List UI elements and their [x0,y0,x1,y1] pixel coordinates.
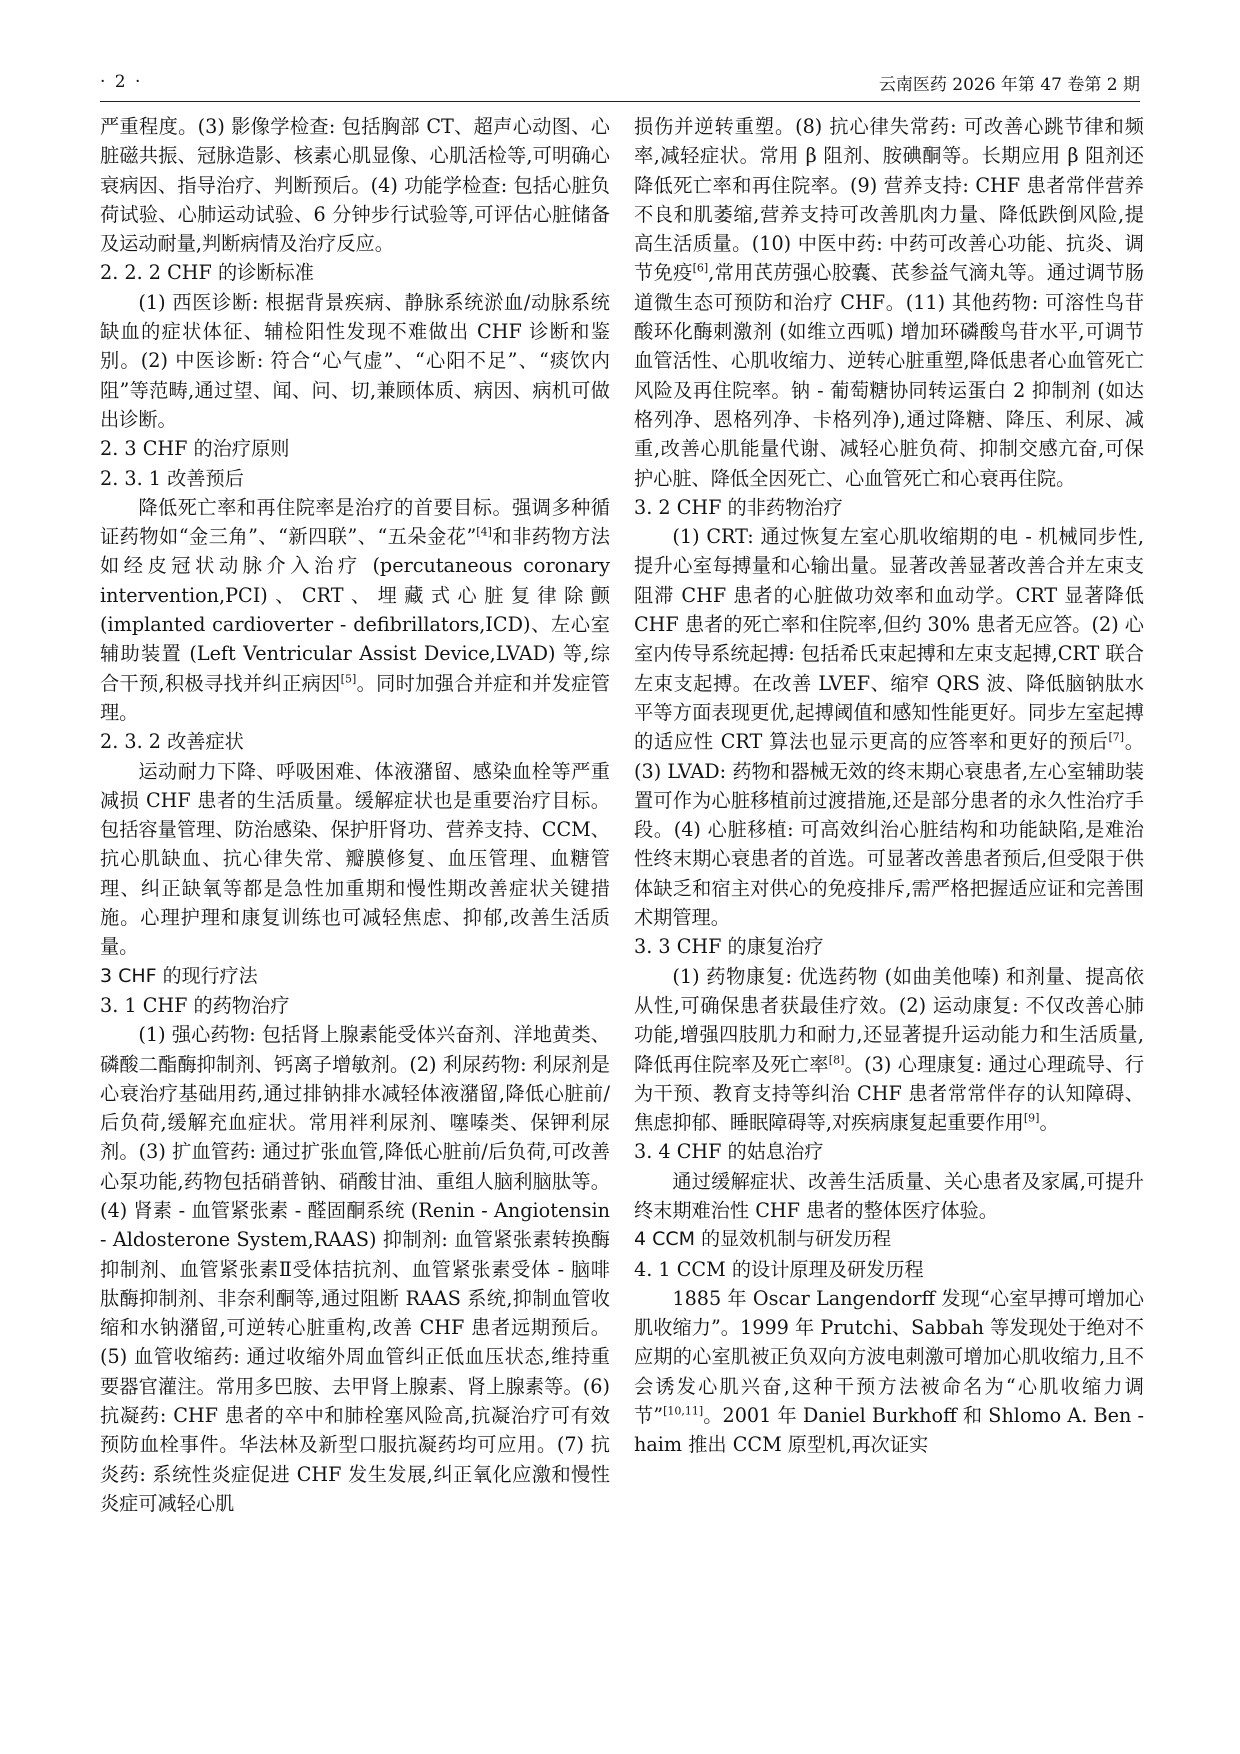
section-heading [634,1255,1144,1284]
major-heading [634,1225,1144,1254]
citation-ref: [4] [476,525,492,539]
paragraph [634,1284,1144,1460]
section-heading [100,434,610,463]
section-heading [634,932,1144,961]
right-column [634,112,1144,1460]
paragraph [634,1167,1144,1226]
text-run: 4 CCM 的显效机制与研发历程 [634,1228,892,1251]
citation-ref: [5] [340,672,357,686]
text-run: 3. 3 CHF 的康复治疗 [634,935,824,959]
left-column [100,112,610,1518]
paragraph [100,288,610,434]
header-rule [100,101,1140,102]
citation-ref: [10,11] [663,1404,704,1418]
text-run: 2. 3 CHF 的治疗原则 [100,437,290,461]
paragraph [634,522,1144,932]
text-run: 损伤并逆转重塑。(8) 抗心律失常药: 可改善心跳节律和频率,减轻症状。常用 β 阻剂、胺碘酮等。长期应用 β 阻剂还降低死亡率和再住院率。(9) 营养支持: CHF 患者常伴营养不良和肌萎缩,营养支持可改善肌肉力量、降低跌倒风险,提高生活质量。(10) 中医中药: 中药可改善心功能、抗炎、调节免疫 [634,115,1144,285]
text-run: 1885 年 Oscar Langendorff 发现“心室早搏可增加心肌收缩力”。1999 年 Prutchi、Sabbah 等发现处于绝对不应期的心室肌被正负双向方波电刺激可增加心肌收缩力,且不会诱发心肌兴奋,这种干预方法被命名为“心肌收缩力调节” [634,1286,1144,1428]
section-heading [634,493,1144,522]
text-run: 3. 1 CHF 的药物治疗 [100,993,290,1017]
paragraph [100,1020,610,1518]
journal-citation: 云南医药 2026 年第 47 卷第 2 期 [878,75,1140,95]
section-heading [100,727,610,756]
text-run: 。(3) 心理康复: 通过心理疏导、行为干预、教育支持等纠治 CHF 患者常常伴存的认知障碍、焦虑抑郁、睡眠障碍等,对疾病康复起重要作用 [634,1052,1145,1135]
text-run: 3. 4 CHF 的姑息治疗 [634,1140,824,1164]
page-number: · 2 · [100,72,143,92]
section-heading [100,464,610,493]
text-run: (1) 西医诊断: 根据背景疾病、静脉系统淤血/动脉系统缺血的症状体征、辅检阳性发现不难做出 CHF 诊断和鉴别。(2) 中医诊断: 符合“心气虚”、“心阳不足”、“痰饮内阻”等范畴,通过望、闻、问、切,兼顾体质、病因、病机可做出诊断。 [100,290,610,431]
citation-ref: [6] [692,262,709,276]
section-heading [634,1137,1144,1166]
text-run: 4. 1 CCM 的设计原理及研发历程 [634,1257,924,1281]
major-heading [100,962,610,991]
text-run: (1) CRT: 通过恢复左室心肌收缩期的电 - 机械同步性,提升心室每搏量和心输出量。显著改善显著改善合并左束支阻滞 CHF 患者的心脏做功效率和血动学。CRT 显著降低 CHF 患者的死亡率和住院率,但约 30% 患者无应答。(2) 心室内传导系统起搏: 包括希氏束起搏和左束支起搏,CRT 联合左束支起搏。在改善 LVEF、缩窄 QRS 波、降低脑钠肽水平等方面表现更优,起搏阈值和感知性能更好。同步左室起搏的适应性 CRT 算法也显示更高的应答率和更好的预后 [634,525,1144,754]
paragraph-continued [634,112,1144,493]
text-run: 。 [1039,1111,1059,1135]
paragraph [100,757,610,962]
text-run: 严重程度。(3) 影像学检查: 包括胸部 CT、超声心动图、心脏磁共振、冠脉造影、核素心肌显像、心肌活检等,可明确心衰病因、指导治疗、判断预后。(4) 功能学检查: 包括心脏负荷试验、心肺运动试验、6 分钟步行试验等,可评估心脏储备及运动耐量,判断病情及治疗反应。 [100,115,610,256]
citation-ref: [7] [1108,730,1125,744]
paragraph [100,493,610,727]
text-run: 2. 2. 2 CHF 的诊断标准 [100,261,314,285]
text-run: 通过缓解症状、改善生活质量、关心患者及家属,可提升终末期难治性 CHF 患者的整体医疗体验。 [634,1169,1144,1222]
text-run: (1) 强心药物: 包括肾上腺素能受体兴奋剂、洋地黄类、磷酸二酯酶抑制剂、钙离子增敏剂。(2) 利尿药物: 利尿剂是心衰治疗基础用药,通过排钠排水减轻体液潴留,降低心脏前/后负荷,缓解充血症状。常用袢利尿剂、噻嗪类、保钾利尿剂。(3) 扩血管药: 通过扩张血管,降低心脏前/后负荷,可改善心泵功能,药物包括硝普钠、硝酸甘油、重组人脑利脑肽等。(4) 肾素 - 血管紧张素 - 醛固酮系统 (Renin - Angiotensin - Aldosterone System,RAAS) 抑制剂: 血管紧张素转换酶抑制剂、血管紧张素Ⅱ受体拮抗剂、血管紧张素受体 - 脑啡肽酶抑制剂、非奈利酮等,通过阻断 RAAS 系统,抑制血管收缩和水钠潴留,可逆转心脏重构,改善 CHF 患者远期预后。(5) 血管收缩药: 通过收缩外周血管纠正低血压状态,维持重要器官灌注。常用多巴胺、去甲肾上腺素、肾上腺素等。(6) 抗凝药: CHF 患者的卒中和肺栓塞风险高,抗凝治疗可有效预防血栓事件。华法林及新型口服抗凝药均可应用。(7) 抗炎药: 系统性炎症促进 CHF 发生发展,纠正氧化应激和慢性炎症可减轻心肌 [100,1023,610,1515]
text-run: 2. 3. 1 改善预后 [100,466,244,490]
citation-ref: [9] [1023,1111,1040,1125]
section-heading [100,991,610,1020]
text-run: 降低死亡率和再住院率是治疗的首要目标。强调多种循证药物如“金三角”、“新四联”、“五朵金花” [100,495,610,549]
text-run: (1) 药物康复: 优选药物 (如曲美他嗪) 和剂量、提高依从性,可确保患者获最佳疗效。(2) 运动康复: 不仅改善心肺功能,增强四肢肌力和耐力,还显著提升运动能力和生活质量,降低再住院率及死亡率 [634,964,1144,1076]
text-run: 2. 3. 2 改善症状 [100,730,244,754]
paragraph-continued [100,112,610,258]
text-run: 。2001 年 Daniel Burkhoff 和 Shlomo A. Ben - haim 推出 CCM 原型机,再次证实 [634,1404,1145,1457]
text-run: ,常用芪苈强心胶囊、芪参益气滴丸等。通过调节肠道微生态可预防和治疗 CHF。(11) 其他药物: 可溶性鸟苷酸环化酶刺激剂 (如维立西呱) 增加环磷酸鸟苷水平,可调节血管活性、心肌收缩力、逆转心脏重塑,降低患者心血管死亡风险及再住院率。钠 - 葡萄糖协同转运蛋白 2 抑制剂 (如达格列净、恩格列净、卡格列净),通过降糖、降压、利尿、减重,改善心肌能量代谢、减轻心脏负荷、抑制交感亢奋,可保护心脏、降低全因死亡、心血管死亡和心衰再住院。 [634,261,1145,490]
text-run: 和非药物方法如经皮冠状动脉介入治疗 (percutaneous coronary intervention,PCI)、CRT、埋藏式心脏复律除颤 (implanted cardioverter - defibrillators,ICD)、左心室辅助装置 (Left Ventricular Assist Device,LVAD) 等,综合干预,积极寻找并纠正病因 [100,525,610,695]
text-run: 运动耐力下降、呼吸困难、体液潴留、感染血栓等严重减损 CHF 患者的生活质量。缓解症状也是重要治疗目标。包括容量管理、防治感染、保护肝肾功、营养支持、CCM、抗心肌缺血、抗心律失常、瓣膜修复、血压管理、血糖管理、纠正缺氧等都是急性加重期和慢性期改善症状关键措施。心理护理和康复训练也可减轻焦虑、抑郁,改善生活质量。 [100,759,610,959]
text-run: 3 CHF 的现行疗法 [100,964,258,987]
text-run: 。(3) LVAD: 药物和器械无效的终末期心衰患者,左心室辅助装置可作为心脏移植前过渡措施,还是部分患者的永久性治疗手段。(4) 心脏移植: 可高效纠治心脏结构和功能缺陷,是难治性终末期心衰患者的首选。可显著改善患者预后,但受限于供体缺乏和宿主对供心的免疫排斥,需严格把握适应证和完善围术期管理。 [634,730,1144,930]
page-header [100,68,1140,102]
text-run: 3. 2 CHF 的非药物治疗 [634,495,843,519]
citation-ref: [8] [828,1053,845,1067]
section-heading [100,258,610,287]
text-run: 。同时加强合并症和并发症管理。 [100,671,610,724]
paragraph [634,962,1144,1138]
